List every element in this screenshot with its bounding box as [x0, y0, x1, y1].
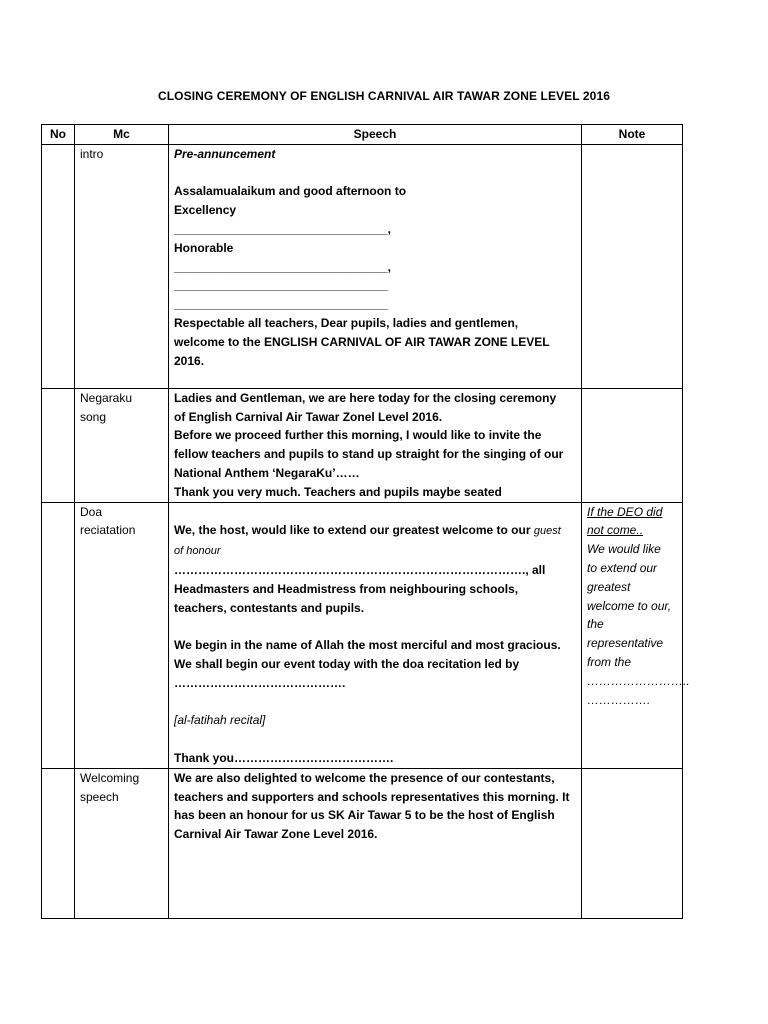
- mc-label: Welcoming: [80, 770, 140, 785]
- spacer: [174, 730, 576, 749]
- cell-no: [42, 768, 75, 918]
- speech-line: Thank you very much. Teachers and pupils maybe seated: [174, 484, 502, 499]
- speech-line: Headmasters and Headmistress from neighbouring schools,: [174, 581, 519, 596]
- speech-line: teachers and supporters and schools representatives this morning. It: [174, 789, 570, 804]
- table-row: [42, 502, 683, 768]
- note-line: welcome to our,: [587, 598, 672, 613]
- note-line: ……………………..: [587, 673, 690, 688]
- speech-line: Before we proceed further this morning, I would like to invite the: [174, 428, 542, 443]
- speech-line: We shall begin our event today with the doa recitation led by: [174, 656, 520, 671]
- speech-line: Thank you………………………………….: [174, 750, 394, 765]
- speech-text: We, the host, would like to extend our greatest welcome to our: [174, 523, 534, 538]
- note-line: not come..: [587, 523, 644, 538]
- cell-note: [582, 502, 690, 768]
- cell-speech: [169, 388, 582, 502]
- cell-speech: [169, 144, 582, 388]
- cell-mc: [75, 768, 169, 918]
- note-line: the: [587, 617, 604, 632]
- document-title: CLOSING CEREMONY OF ENGLISH CARNIVAL AIR TAWAR ZONE LEVEL 2016: [157, 89, 611, 103]
- note-line: to extend our: [587, 560, 658, 575]
- note-line: representative: [587, 636, 664, 651]
- mc-label: Doa: [80, 504, 103, 519]
- speech-line: fellow teachers and pupils to stand up straight for the singing of our: [174, 447, 564, 462]
- speech-line: …………………………………….: [174, 675, 346, 690]
- speech-line: We begin in the name of Allah the most merciful and most gracious.: [174, 638, 561, 653]
- blank-line: ________________________________: [174, 297, 388, 312]
- speech-line: We are also delighted to welcome the presence of our contestants,: [174, 770, 555, 785]
- table-row: [42, 388, 683, 502]
- speech-line: Respectable all teachers, Dear pupils, ladies and gentlemen,: [174, 315, 519, 330]
- note-line: …………….: [587, 692, 651, 707]
- program-table: [41, 124, 690, 919]
- mc-label: Negaraku: [80, 390, 133, 405]
- mc-label: song: [80, 409, 107, 424]
- cell-mc: [75, 388, 169, 502]
- mc-label: speech: [80, 789, 119, 804]
- cell-no: [42, 388, 75, 502]
- speech-line: [174, 541, 576, 580]
- cell-note: [582, 144, 683, 388]
- cell-speech: [169, 502, 582, 768]
- cell-speech: [169, 768, 582, 918]
- speech-line: 2016.: [174, 353, 205, 368]
- cell-no: [42, 144, 75, 388]
- note-line: We would like: [587, 542, 661, 557]
- speech-line: teachers, contestants and pupils.: [174, 600, 365, 615]
- speech-line: Honorable: [174, 240, 234, 255]
- speech-text-italic: guest: [533, 525, 561, 538]
- speech-line: Excellency: [174, 203, 237, 218]
- table-row: [42, 144, 683, 388]
- spacer: [174, 693, 576, 712]
- speech-line: welcome to the ENGLISH CARNIVAL OF AIR TAWAR ZONE LEVEL: [174, 334, 550, 349]
- note-line: If the DEO did: [587, 504, 663, 519]
- spacer: [174, 503, 576, 522]
- speech-text: ……………………………………………………………………………., all: [174, 562, 546, 577]
- mc-label: reciatation: [80, 523, 136, 538]
- header-mc: Mc: [75, 125, 169, 145]
- cell-mc: [75, 144, 169, 388]
- spacer: [174, 617, 576, 636]
- speech-text-italic: of honour: [174, 545, 221, 558]
- speech-line: Carnival Air Tawar Zone Level 2016.: [174, 827, 378, 842]
- cell-mc: [75, 502, 169, 768]
- speech-line: National Anthem ‘NegaraKu’……: [174, 465, 360, 480]
- cell-note: [582, 388, 683, 502]
- table-header-row: [42, 125, 683, 145]
- speech-line: Ladies and Gentleman, we are here today for the closing ceremony: [174, 390, 557, 405]
- blank-line: ________________________________: [174, 278, 388, 293]
- speech-line: of English Carnival Air Tawar Zonel Level 2016.: [174, 409, 443, 424]
- header-speech: Speech: [169, 125, 582, 145]
- note-line: from the: [587, 654, 632, 669]
- speech-heading: Pre-annuncement: [174, 146, 276, 161]
- speech-line: has been an honour for us SK Air Tawar 5 to be the host of English: [174, 808, 555, 823]
- blank-line: ________________________________,: [174, 221, 391, 236]
- cell-note: [582, 768, 683, 918]
- spacer: [174, 164, 576, 183]
- blank-line: ________________________________,: [174, 259, 391, 274]
- speech-line: [al-fatihah recital]: [174, 713, 266, 728]
- cell-no: [42, 502, 75, 768]
- speech-line: [174, 521, 576, 541]
- table-row: [42, 768, 683, 918]
- header-note: Note: [582, 125, 683, 145]
- header-no: No: [42, 125, 75, 145]
- mc-label: intro: [80, 146, 104, 161]
- note-line: greatest: [587, 579, 631, 594]
- speech-line: Assalamualaikum and good afternoon to: [174, 184, 407, 199]
